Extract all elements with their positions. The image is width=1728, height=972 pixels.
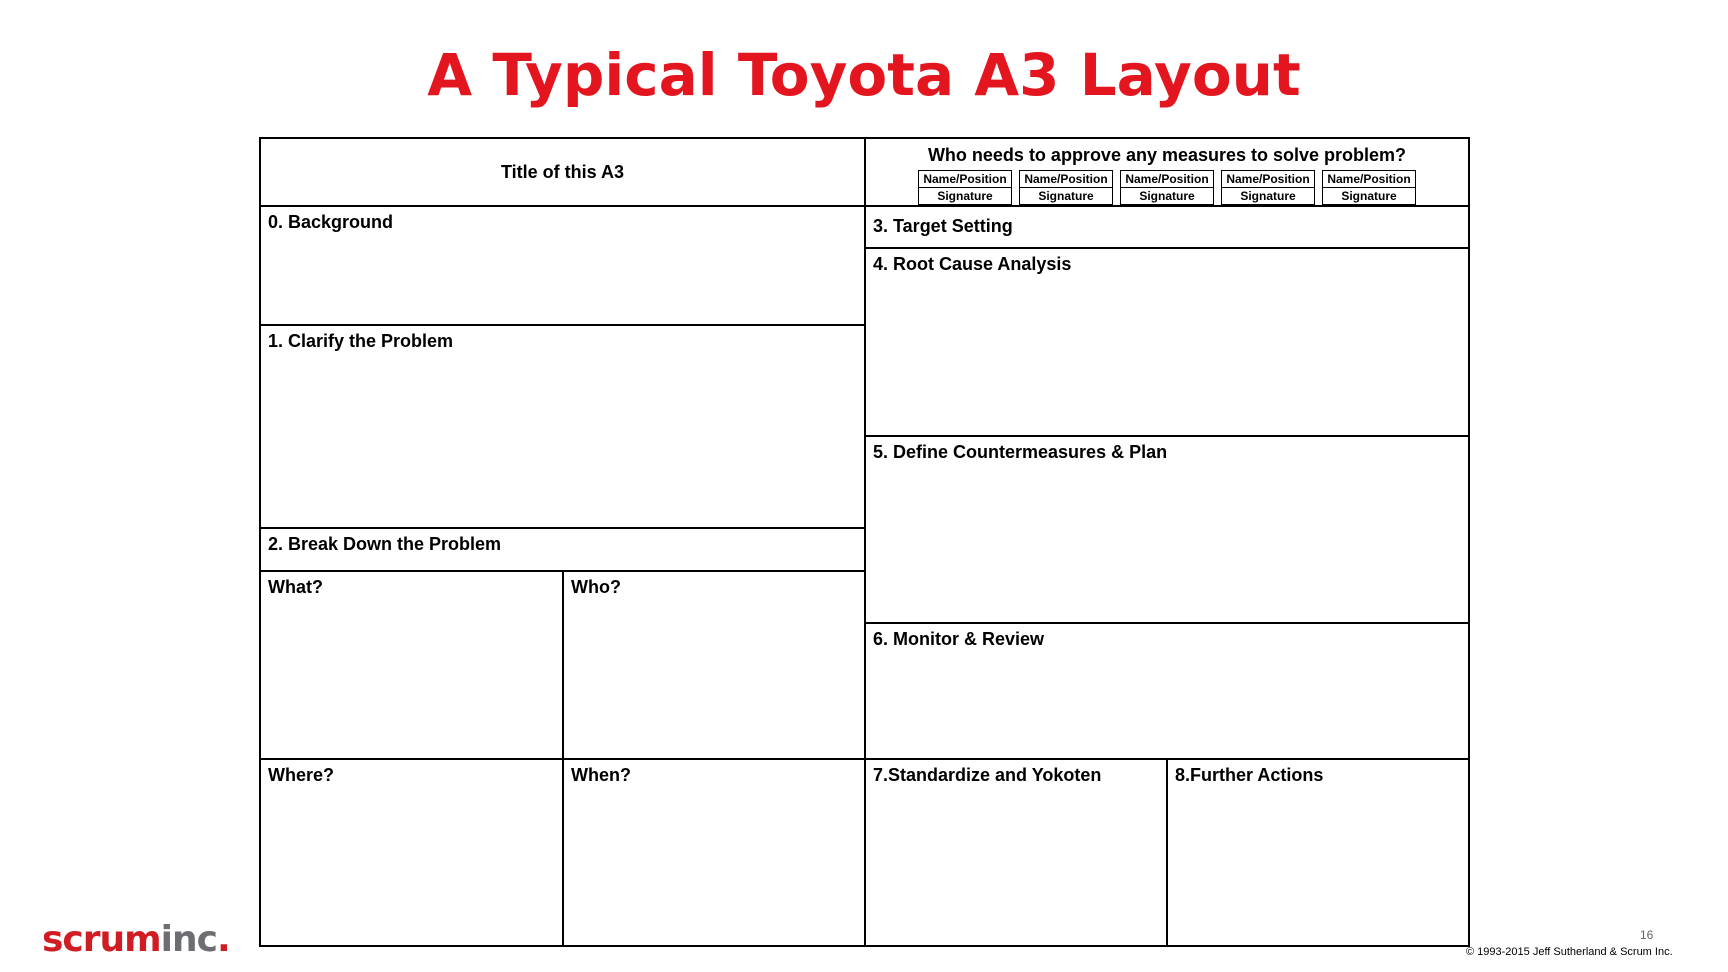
logo-text-scrum: scrum <box>42 919 161 960</box>
signature-box <box>1120 170 1214 205</box>
signature-box-signature: Signature <box>1139 189 1195 203</box>
cell-where <box>259 758 564 947</box>
signature-box-name: Name/Position <box>1121 171 1213 188</box>
copyright-notice: © 1993-2015 Jeff Sutherland & Scrum Inc. <box>1466 946 1673 958</box>
signature-box-name: Name/Position <box>919 171 1011 188</box>
section-countermeasures-label: 5. Define Countermeasures & Plan <box>873 442 1168 462</box>
section-target-label: 3. Target Setting <box>873 216 1013 236</box>
section-standardize-label: 7.Standardize and Yokoten <box>873 765 1102 785</box>
section-root-cause <box>864 247 1470 437</box>
logo-dot: . <box>216 919 230 960</box>
cell-who <box>562 570 866 760</box>
section-standardize <box>864 758 1168 947</box>
section-root-cause-label: 4. Root Cause Analysis <box>873 254 1072 274</box>
cell-where-label: Where? <box>268 765 335 785</box>
signature-box-signature: Signature <box>1038 189 1094 203</box>
section-background <box>259 205 866 326</box>
section-further <box>1166 758 1470 947</box>
section-background-label: 0. Background <box>268 212 394 232</box>
approval-cell <box>864 137 1470 207</box>
logo-text-inc: inc <box>160 919 217 960</box>
cell-what <box>259 570 564 760</box>
section-monitor-label: 6. Monitor & Review <box>873 629 1045 649</box>
section-clarify-label: 1. Clarify the Problem <box>268 331 454 351</box>
section-countermeasures <box>864 435 1470 624</box>
signature-box <box>1019 170 1113 205</box>
signature-box-signature: Signature <box>937 189 993 203</box>
scruminc-logo <box>42 919 230 960</box>
signature-box-name: Name/Position <box>1020 171 1112 188</box>
signature-box-name: Name/Position <box>1323 171 1415 188</box>
page-number: 16 <box>1640 928 1654 942</box>
signature-box-signature: Signature <box>1341 189 1397 203</box>
section-clarify <box>259 324 866 529</box>
section-monitor <box>864 622 1470 760</box>
cell-who-label: Who? <box>571 577 621 597</box>
section-breakdown-label: 2. Break Down the Problem <box>268 534 502 554</box>
cell-when-label: When? <box>571 765 631 785</box>
signature-box-signature: Signature <box>1240 189 1296 203</box>
section-breakdown <box>259 527 866 572</box>
cell-what-label: What? <box>268 577 323 597</box>
slide-title: A Typical Toyota A3 Layout <box>427 41 1301 109</box>
a3-title-cell <box>259 137 866 207</box>
signature-box <box>1322 170 1416 205</box>
approval-question: Who needs to approve any measures to solve problem? <box>927 145 1407 165</box>
signature-box <box>918 170 1012 205</box>
signature-box <box>1221 170 1315 205</box>
a3-sheet <box>259 137 1470 947</box>
section-target <box>864 205 1470 249</box>
section-further-label: 8.Further Actions <box>1175 765 1324 785</box>
signature-box-name: Name/Position <box>1222 171 1314 188</box>
signature-row <box>866 170 1468 205</box>
a3-title-label: Title of this A3 <box>500 161 624 182</box>
cell-when <box>562 758 866 947</box>
